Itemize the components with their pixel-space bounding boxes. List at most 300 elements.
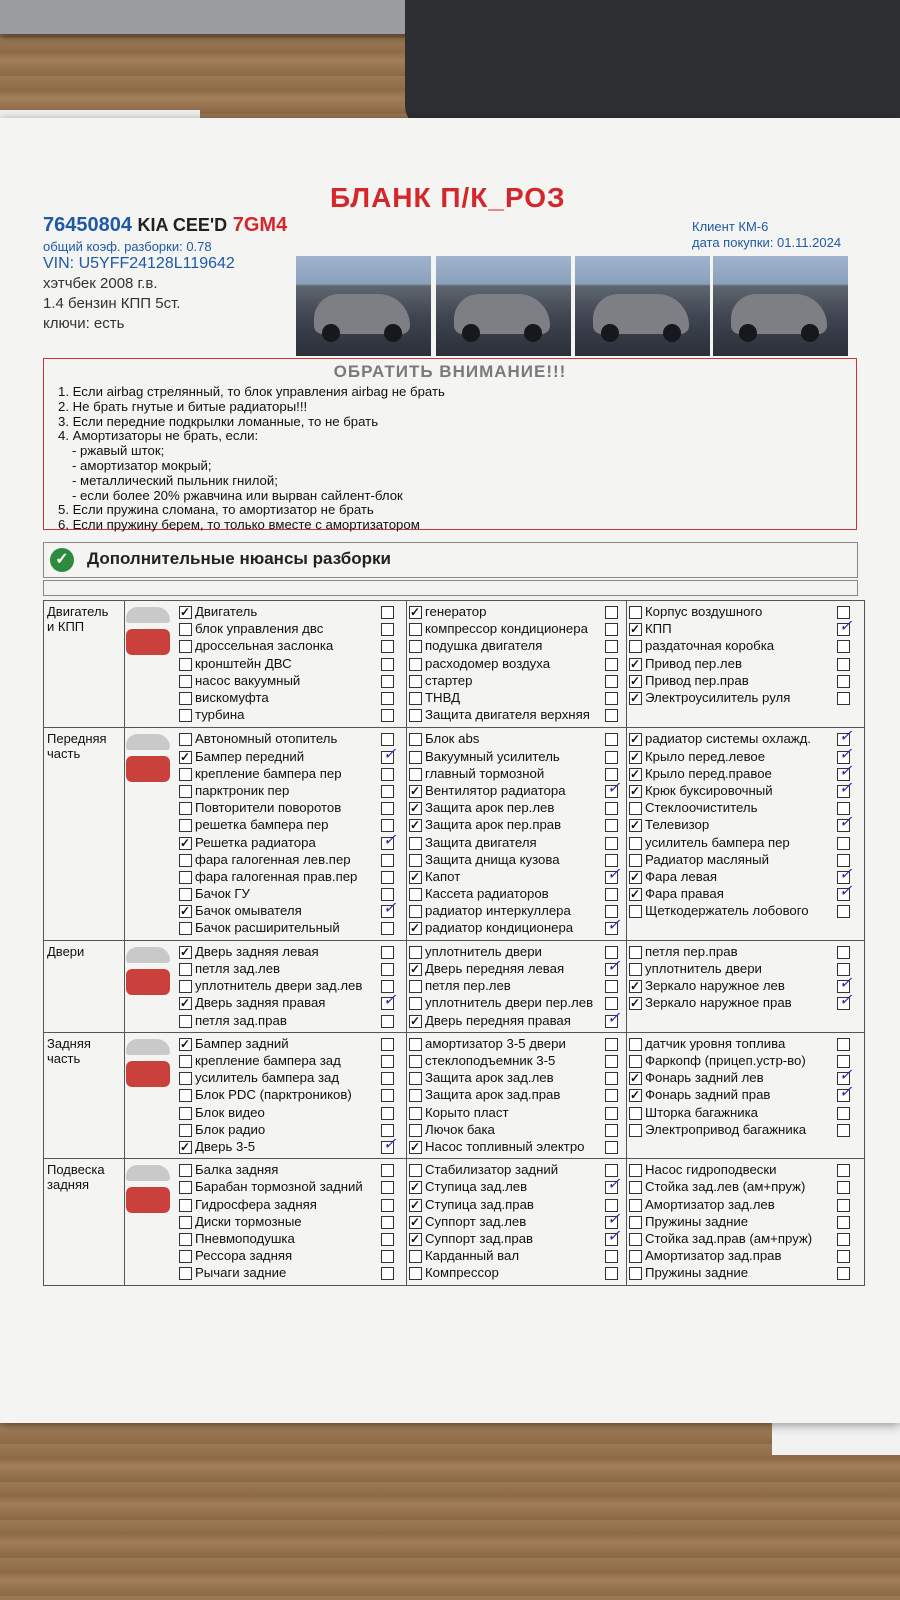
handwritten-checkbox[interactable]	[381, 709, 394, 722]
attention-line: - ржавый шток;	[72, 443, 165, 459]
handwritten-checkbox[interactable]	[605, 658, 618, 671]
checkbox[interactable]	[409, 658, 422, 671]
handwritten-checkbox[interactable]	[837, 888, 850, 901]
part-label: Вакуумный усилитель	[425, 748, 560, 764]
checkbox[interactable]	[629, 1055, 642, 1068]
checkbox[interactable]	[409, 692, 422, 705]
handwritten-checkbox[interactable]	[605, 871, 618, 884]
checkbox[interactable]	[179, 751, 192, 764]
checkbox[interactable]	[409, 1164, 422, 1177]
handwritten-checkbox[interactable]	[605, 1055, 618, 1068]
checkbox[interactable]	[179, 997, 192, 1010]
checklist-item	[409, 1052, 621, 1069]
checklist-item	[179, 1196, 397, 1213]
checkbox[interactable]	[409, 922, 422, 935]
checkbox[interactable]	[629, 1072, 642, 1085]
checkbox[interactable]	[409, 819, 422, 832]
handwritten-checkbox[interactable]	[605, 802, 618, 815]
handwritten-checkbox[interactable]	[605, 692, 618, 705]
handwritten-checkbox[interactable]	[605, 768, 618, 781]
handwritten-checkbox[interactable]	[605, 675, 618, 688]
handwritten-checkbox[interactable]	[605, 854, 618, 867]
handwritten-checkbox[interactable]	[837, 623, 850, 636]
handwritten-checkbox[interactable]	[837, 1107, 850, 1120]
handwritten-checkbox[interactable]	[381, 785, 394, 798]
checkbox[interactable]	[629, 623, 642, 636]
checkbox[interactable]	[179, 1181, 192, 1194]
checkbox[interactable]	[629, 854, 642, 867]
checkbox[interactable]	[179, 1072, 192, 1085]
handwritten-checkbox[interactable]	[605, 1199, 618, 1212]
handwritten-checkbox[interactable]	[605, 785, 618, 798]
checkbox[interactable]	[409, 997, 422, 1010]
handwritten-checkbox[interactable]	[837, 997, 850, 1010]
handwritten-checkbox[interactable]	[381, 980, 394, 993]
handwritten-checkbox[interactable]	[381, 1199, 394, 1212]
part-label: уплотнитель двери	[425, 943, 542, 959]
handwritten-checkbox[interactable]	[381, 837, 394, 850]
form-sheet	[0, 118, 900, 1423]
checkbox[interactable]	[629, 675, 642, 688]
handwritten-checkbox[interactable]	[605, 733, 618, 746]
part-label: Повторители поворотов	[195, 800, 342, 816]
checkbox[interactable]	[409, 675, 422, 688]
part-label: Крюк буксировочный	[645, 782, 773, 798]
handwritten-checkbox[interactable]	[605, 980, 618, 993]
handwritten-checkbox[interactable]	[837, 854, 850, 867]
handwritten-checkbox[interactable]	[381, 802, 394, 815]
part-label: Пневмоподушка	[195, 1230, 295, 1246]
checkbox[interactable]	[629, 1233, 642, 1246]
checkbox[interactable]	[179, 733, 192, 746]
checkbox[interactable]	[179, 946, 192, 959]
checklist-item	[629, 689, 853, 706]
handwritten-checkbox[interactable]	[837, 802, 850, 815]
part-label: Фаркопф (прицеп.устр-во)	[645, 1052, 806, 1068]
handwritten-checkbox[interactable]	[837, 1089, 850, 1102]
checkbox[interactable]	[179, 854, 192, 867]
checkbox[interactable]	[629, 1267, 642, 1280]
handwritten-checkbox[interactable]	[381, 1216, 394, 1229]
handwritten-checkbox[interactable]	[381, 922, 394, 935]
checklist-item	[179, 730, 397, 747]
checkbox[interactable]	[179, 1124, 192, 1137]
car-part-icon	[126, 947, 170, 995]
checkbox[interactable]	[409, 905, 422, 918]
handwritten-checkbox[interactable]	[837, 733, 850, 746]
handwritten-checkbox[interactable]	[605, 623, 618, 636]
checkbox[interactable]	[409, 640, 422, 653]
handwritten-checkbox[interactable]	[605, 1107, 618, 1120]
handwritten-checkbox[interactable]	[837, 1216, 850, 1229]
checkbox[interactable]	[179, 658, 192, 671]
checkbox[interactable]	[409, 946, 422, 959]
handwritten-checkbox[interactable]	[381, 1141, 394, 1154]
attention-title: ОБРАТИТЬ ВНИМАНИЕ!!!	[333, 362, 567, 381]
handwritten-checkbox[interactable]	[381, 1107, 394, 1120]
checkbox[interactable]	[629, 785, 642, 798]
checkbox[interactable]	[179, 709, 192, 722]
handwritten-checkbox[interactable]	[605, 1089, 618, 1102]
handwritten-checkbox[interactable]	[837, 1199, 850, 1212]
checkbox[interactable]	[629, 1107, 642, 1120]
checklist-item	[179, 620, 397, 637]
checkbox[interactable]	[179, 1107, 192, 1120]
checklist-item	[409, 816, 621, 833]
checklist-item	[409, 960, 621, 977]
part-label: Фара правая	[645, 886, 724, 902]
car-model: KIA CEE'D	[137, 215, 228, 235]
checklist-item	[409, 706, 621, 723]
checkbox[interactable]	[629, 802, 642, 815]
checklist-item	[409, 851, 621, 868]
checkbox[interactable]	[629, 606, 642, 619]
column-divider	[124, 728, 125, 940]
handwritten-checkbox[interactable]	[381, 606, 394, 619]
handwritten-checkbox[interactable]	[605, 1015, 618, 1028]
checkbox[interactable]	[179, 980, 192, 993]
checklist-item	[179, 1247, 397, 1264]
handwritten-checkbox[interactable]	[605, 606, 618, 619]
part-label: решетка бампера пер	[195, 817, 329, 833]
handwritten-checkbox[interactable]	[837, 692, 850, 705]
checkbox[interactable]	[629, 768, 642, 781]
section-label: Двигатель и КПП	[47, 604, 109, 634]
handwritten-checkbox[interactable]	[605, 997, 618, 1010]
checkbox[interactable]	[179, 785, 192, 798]
checkbox[interactable]	[629, 980, 642, 993]
checklist-column	[629, 1161, 853, 1281]
checkbox[interactable]	[179, 888, 192, 901]
checkbox[interactable]	[179, 675, 192, 688]
checkbox[interactable]	[629, 733, 642, 746]
checkbox[interactable]	[409, 802, 422, 815]
handwritten-checkbox[interactable]	[381, 854, 394, 867]
part-label: Стабилизатор задний	[425, 1162, 559, 1178]
checkbox[interactable]	[409, 1216, 422, 1229]
handwritten-checkbox[interactable]	[381, 1181, 394, 1194]
checkbox[interactable]	[409, 768, 422, 781]
handwritten-checkbox[interactable]	[605, 640, 618, 653]
checklist-item	[629, 620, 853, 637]
checkbox[interactable]	[409, 1055, 422, 1068]
handwritten-checkbox[interactable]	[381, 1233, 394, 1246]
checkbox[interactable]	[629, 1250, 642, 1263]
handwritten-checkbox[interactable]	[605, 1216, 618, 1229]
handwritten-checkbox[interactable]	[837, 606, 850, 619]
checklist-item	[409, 1230, 621, 1247]
checkbox[interactable]	[409, 1267, 422, 1280]
checkbox[interactable]	[179, 692, 192, 705]
checklist-item	[179, 851, 397, 868]
part-label: Суппорт зад.лев	[425, 1213, 527, 1229]
checkbox[interactable]	[409, 1107, 422, 1120]
handwritten-checkbox[interactable]	[837, 1164, 850, 1177]
part-label: Щеткодержатель лобового	[645, 903, 809, 919]
handwritten-checkbox[interactable]	[837, 1181, 850, 1194]
column-divider	[626, 601, 627, 727]
part-label: Бачок омывателя	[195, 903, 302, 919]
column-divider	[626, 1033, 627, 1159]
handwritten-checkbox[interactable]	[381, 1015, 394, 1028]
checkbox[interactable]	[409, 751, 422, 764]
checklist-item	[409, 994, 621, 1011]
handwritten-checkbox[interactable]	[381, 658, 394, 671]
checklist-item	[629, 977, 853, 994]
handwritten-checkbox[interactable]	[381, 1124, 394, 1137]
checkbox[interactable]	[179, 1089, 192, 1102]
car-id-line	[43, 214, 287, 237]
handwritten-checkbox[interactable]	[837, 658, 850, 671]
handwritten-checkbox[interactable]	[837, 871, 850, 884]
car-photo-3	[575, 256, 710, 356]
checklist-column	[179, 1161, 397, 1281]
checkbox[interactable]	[629, 837, 642, 850]
checkbox[interactable]	[179, 963, 192, 976]
checklist-item	[629, 799, 853, 816]
handwritten-checkbox[interactable]	[381, 1038, 394, 1051]
part-label: вискомуфта	[195, 689, 269, 705]
checkbox[interactable]	[409, 1199, 422, 1212]
checkbox[interactable]	[409, 709, 422, 722]
handwritten-checkbox[interactable]	[837, 1267, 850, 1280]
handwritten-checkbox[interactable]	[605, 1141, 618, 1154]
checkbox[interactable]	[409, 888, 422, 901]
handwritten-checkbox[interactable]	[381, 675, 394, 688]
handwritten-checkbox[interactable]	[381, 963, 394, 976]
checkbox[interactable]	[179, 1055, 192, 1068]
checkbox[interactable]	[629, 1181, 642, 1194]
checklist-item	[179, 1104, 397, 1121]
handwritten-checkbox[interactable]	[605, 1250, 618, 1263]
handwritten-checkbox[interactable]	[837, 751, 850, 764]
handwritten-checkbox[interactable]	[381, 768, 394, 781]
handwritten-checkbox[interactable]	[837, 1038, 850, 1051]
checkbox[interactable]	[629, 692, 642, 705]
checkbox[interactable]	[179, 1216, 192, 1229]
handwritten-checkbox[interactable]	[605, 888, 618, 901]
part-label: датчик уровня топлива	[645, 1035, 786, 1051]
handwritten-checkbox[interactable]	[605, 922, 618, 935]
part-label: Амортизатор зад.лев	[645, 1196, 775, 1212]
checklist-item	[409, 655, 621, 672]
checklist-item	[409, 1178, 621, 1195]
checkbox[interactable]	[409, 1038, 422, 1051]
checkbox[interactable]	[629, 751, 642, 764]
checkbox[interactable]	[179, 1164, 192, 1177]
checkbox[interactable]	[179, 819, 192, 832]
part-label: Пружины задние	[645, 1213, 749, 1229]
checklist-item	[409, 1213, 621, 1230]
handwritten-checkbox[interactable]	[605, 946, 618, 959]
handwritten-checkbox[interactable]	[381, 905, 394, 918]
checklist-column	[409, 1161, 621, 1281]
handwritten-checkbox[interactable]	[837, 963, 850, 976]
part-label: Ступица зад.прав	[425, 1196, 534, 1212]
handwritten-checkbox[interactable]	[381, 997, 394, 1010]
checkbox[interactable]	[409, 1124, 422, 1137]
handwritten-checkbox[interactable]	[381, 640, 394, 653]
checkbox[interactable]	[409, 871, 422, 884]
checkbox[interactable]	[629, 905, 642, 918]
handwritten-checkbox[interactable]	[605, 905, 618, 918]
checkbox[interactable]	[409, 1250, 422, 1263]
handwritten-checkbox[interactable]	[837, 1072, 850, 1085]
checkbox[interactable]	[629, 640, 642, 653]
part-label: Барабан тормозной задний	[195, 1179, 363, 1195]
checkbox[interactable]	[629, 1124, 642, 1137]
handwritten-checkbox[interactable]	[605, 1038, 618, 1051]
checkbox[interactable]	[409, 1141, 422, 1154]
checkbox[interactable]	[409, 980, 422, 993]
checkbox[interactable]	[179, 768, 192, 781]
part-label: Компрессор	[425, 1265, 499, 1281]
handwritten-checkbox[interactable]	[605, 1267, 618, 1280]
part-label: уплотнитель двери	[645, 960, 762, 976]
checkbox[interactable]	[409, 1233, 422, 1246]
checklist-item	[629, 851, 853, 868]
handwritten-checkbox[interactable]	[605, 709, 618, 722]
handwritten-checkbox[interactable]	[605, 837, 618, 850]
handwritten-checkbox[interactable]	[381, 888, 394, 901]
checkbox[interactable]	[409, 837, 422, 850]
checkbox[interactable]	[629, 819, 642, 832]
handwritten-checkbox[interactable]	[605, 1164, 618, 1177]
handwritten-checkbox[interactable]	[837, 837, 850, 850]
handwritten-checkbox[interactable]	[837, 675, 850, 688]
handwritten-checkbox[interactable]	[605, 1124, 618, 1137]
checkbox[interactable]	[179, 837, 192, 850]
checkbox[interactable]	[629, 871, 642, 884]
handwritten-checkbox[interactable]	[381, 1072, 394, 1085]
checkbox[interactable]	[629, 888, 642, 901]
part-label: уплотнитель двери пер.лев	[425, 995, 594, 1011]
checkbox[interactable]	[629, 997, 642, 1010]
checkbox[interactable]	[179, 1199, 192, 1212]
part-label: Бампер передний	[195, 748, 305, 764]
checkbox[interactable]	[629, 1089, 642, 1102]
handwritten-checkbox[interactable]	[605, 1072, 618, 1085]
checkbox[interactable]	[409, 1015, 422, 1028]
handwritten-checkbox[interactable]	[837, 640, 850, 653]
checklist-item	[409, 1196, 621, 1213]
checkbox[interactable]	[629, 963, 642, 976]
part-label: Корпус воздушного	[645, 604, 763, 619]
handwritten-checkbox[interactable]	[381, 751, 394, 764]
checkbox[interactable]	[409, 963, 422, 976]
part-label: петля пер.прав	[645, 943, 738, 959]
handwritten-checkbox[interactable]	[381, 1267, 394, 1280]
checklist-item	[629, 1264, 853, 1281]
checklist-item	[179, 960, 397, 977]
column-divider	[124, 1033, 125, 1159]
handwritten-checkbox[interactable]	[605, 963, 618, 976]
checkbox[interactable]	[409, 854, 422, 867]
checklist-item	[409, 1104, 621, 1121]
handwritten-checkbox[interactable]	[381, 819, 394, 832]
checkbox[interactable]	[179, 1141, 192, 1154]
checkbox[interactable]	[179, 1250, 192, 1263]
checkbox[interactable]	[409, 623, 422, 636]
handwritten-checkbox[interactable]	[605, 1233, 618, 1246]
handwritten-checkbox[interactable]	[837, 768, 850, 781]
attention-list	[58, 385, 445, 533]
handwritten-checkbox[interactable]	[381, 871, 394, 884]
part-label: Кассета радиаторов	[425, 886, 549, 902]
checkbox[interactable]	[409, 785, 422, 798]
handwritten-checkbox[interactable]	[381, 1055, 394, 1068]
handwritten-checkbox[interactable]	[381, 733, 394, 746]
handwritten-checkbox[interactable]	[381, 692, 394, 705]
handwritten-checkbox[interactable]	[605, 1181, 618, 1194]
checkbox[interactable]	[179, 1233, 192, 1246]
checklist-item	[409, 1035, 621, 1052]
part-label: подушка двигателя	[425, 638, 543, 654]
handwritten-checkbox[interactable]	[837, 946, 850, 959]
checkbox[interactable]	[179, 802, 192, 815]
part-label: петля зад.прав	[195, 1012, 287, 1028]
handwritten-checkbox[interactable]	[837, 1233, 850, 1246]
checkbox[interactable]	[629, 1038, 642, 1051]
checkbox[interactable]	[179, 1038, 192, 1051]
handwritten-checkbox[interactable]	[605, 751, 618, 764]
handwritten-checkbox[interactable]	[837, 905, 850, 918]
handwritten-checkbox[interactable]	[837, 819, 850, 832]
checkbox[interactable]	[409, 733, 422, 746]
checkbox[interactable]	[179, 922, 192, 935]
part-label: Электропривод багажника	[645, 1121, 807, 1137]
checkbox[interactable]	[409, 1089, 422, 1102]
handwritten-checkbox[interactable]	[381, 1089, 394, 1102]
checklist-item	[409, 799, 621, 816]
column-divider	[406, 1033, 407, 1159]
checkbox[interactable]	[179, 1015, 192, 1028]
handwritten-checkbox[interactable]	[837, 1055, 850, 1068]
handwritten-checkbox[interactable]	[381, 623, 394, 636]
checkbox[interactable]	[629, 946, 642, 959]
checkbox[interactable]	[179, 640, 192, 653]
checklist-item	[409, 1264, 621, 1281]
handwritten-checkbox[interactable]	[837, 1250, 850, 1263]
checkbox[interactable]	[629, 658, 642, 671]
handwritten-checkbox[interactable]	[837, 1124, 850, 1137]
part-label: компрессор кондиционера	[425, 621, 588, 637]
handwritten-checkbox[interactable]	[381, 946, 394, 959]
handwritten-checkbox[interactable]	[837, 980, 850, 993]
checkbox[interactable]	[409, 1072, 422, 1085]
checkbox[interactable]	[409, 606, 422, 619]
checkbox[interactable]	[179, 905, 192, 918]
checkbox[interactable]	[409, 1181, 422, 1194]
part-label: Крыло перед.левое	[645, 748, 766, 764]
checkbox[interactable]	[179, 606, 192, 619]
part-label: Стойка зад.лев (ам+пруж)	[645, 1179, 806, 1195]
handwritten-checkbox[interactable]	[605, 819, 618, 832]
checklist-item	[409, 885, 621, 902]
checkbox[interactable]	[179, 871, 192, 884]
checkbox[interactable]	[629, 1216, 642, 1229]
checkbox[interactable]	[629, 1164, 642, 1177]
checkbox[interactable]	[179, 623, 192, 636]
part-label: фара галогенная лев.пер	[195, 851, 351, 867]
handwritten-checkbox[interactable]	[381, 1164, 394, 1177]
handwritten-checkbox[interactable]	[837, 785, 850, 798]
handwritten-checkbox[interactable]	[381, 1250, 394, 1263]
checkbox[interactable]	[629, 1199, 642, 1212]
checkbox[interactable]	[179, 1267, 192, 1280]
part-label: крепление бампера зад	[195, 1052, 341, 1068]
part-label: Дверь передняя правая	[425, 1012, 571, 1028]
